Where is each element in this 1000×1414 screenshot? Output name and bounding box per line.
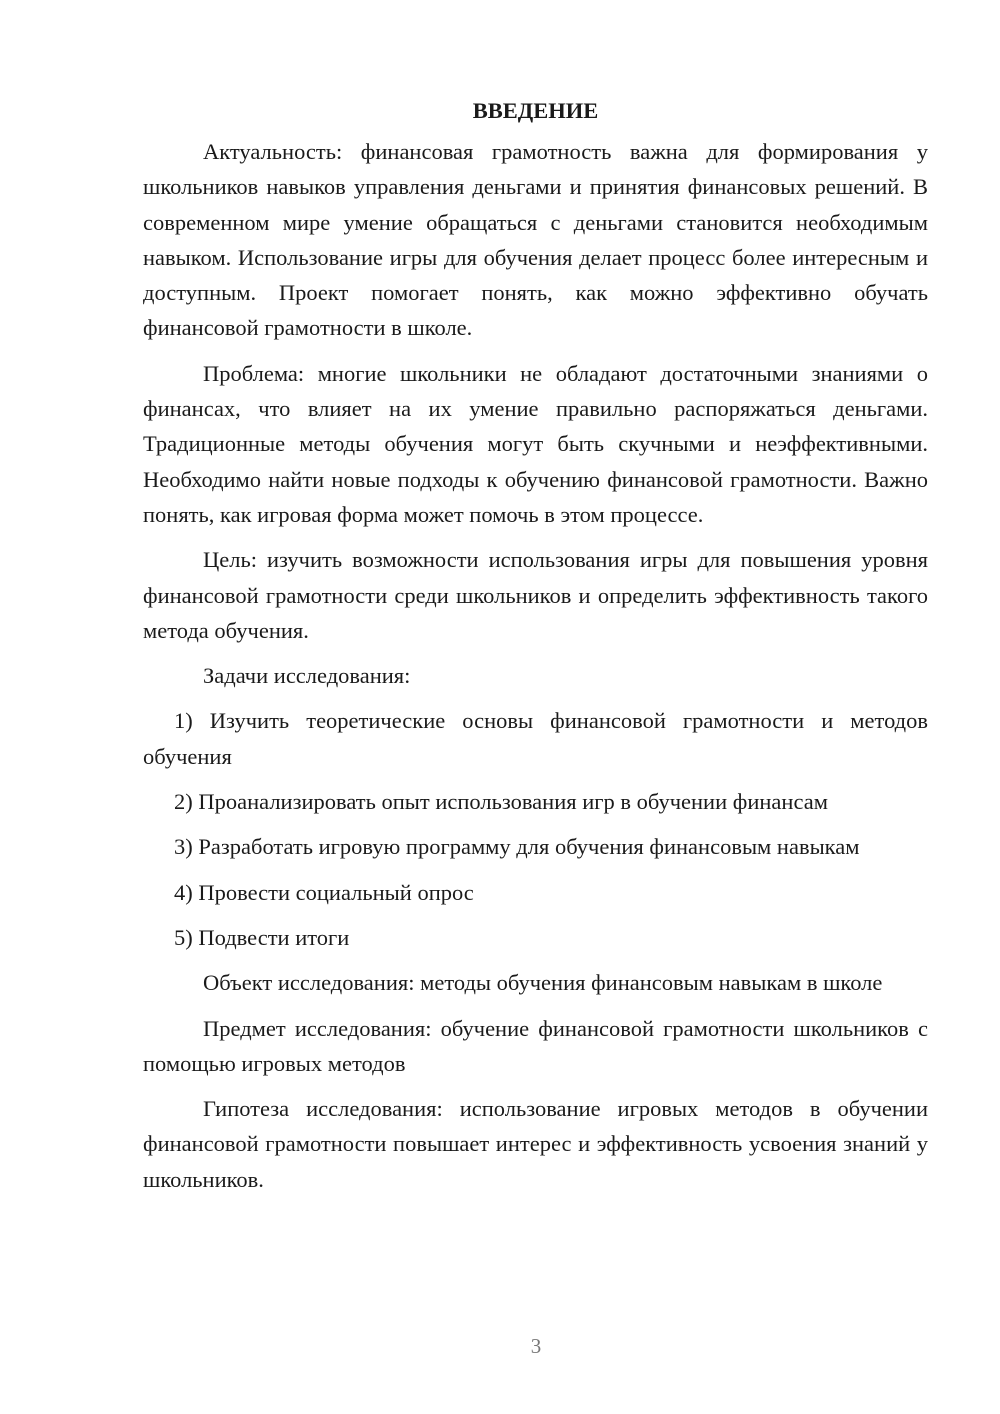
paragraph-subject: Предмет исследования: обучение финансовой грамотности школьников с помощью игровых методов	[143, 1015, 928, 1076]
paragraph-problem: Проблема: многие школьники не обладают достаточными знаниями о финансах, что влияет на их умение правильно распоряжаться деньгами. Традиционные методы обучения могут быть скучными и неэффективными. Необходимо найти новые подходы к обучению финансовой грамотности. Важно понять, как игровая форма может помочь в этом процессе.	[143, 360, 928, 527]
page-number: 3	[530, 1334, 542, 1358]
tasks-heading: Задачи исследования:	[203, 663, 411, 689]
page-title: ВВЕДЕНИЕ	[472, 98, 599, 123]
tasks-list	[143, 703, 928, 955]
document-page	[143, 93, 928, 1207]
list-item: 5) Подвести итоги	[174, 924, 350, 950]
list-item: 2) Проанализировать опыт использования игр в обучении финансам	[174, 789, 828, 815]
paragraph-goal: Цель: изучить возможности использования игры для повышения уровня финансовой грамотности среди школьников и определить эффективность такого метода обучения.	[143, 547, 928, 643]
paragraph-object: Объект исследования: методы обучения финансовым навыкам в школе	[203, 970, 883, 996]
paragraph-relevance: Актуальность: финансовая грамотность важна для формирования у школьников навыков управления деньгами и принятия финансовых решений. В современном мире умение обращаться с деньгами становится необходимым навыком. Использование игры для обучения делает процесс более интересным и доступным. Проект помогает понять, как можно эффективно обучать финансовой грамотности в школе.	[143, 139, 928, 341]
list-item: 1) Изучить теоретические основы финансовой грамотности и методов обучения	[143, 708, 928, 769]
paragraph-hypothesis: Гипотеза исследования: использование игровых методов в обучении финансовой грамотности повышает интерес и эффективность усвоения знаний у школьников.	[143, 1096, 928, 1192]
list-item: 3) Разработать игровую программу для обучения финансовым навыкам	[174, 834, 860, 860]
list-item: 4) Провести социальный опрос	[174, 879, 474, 905]
